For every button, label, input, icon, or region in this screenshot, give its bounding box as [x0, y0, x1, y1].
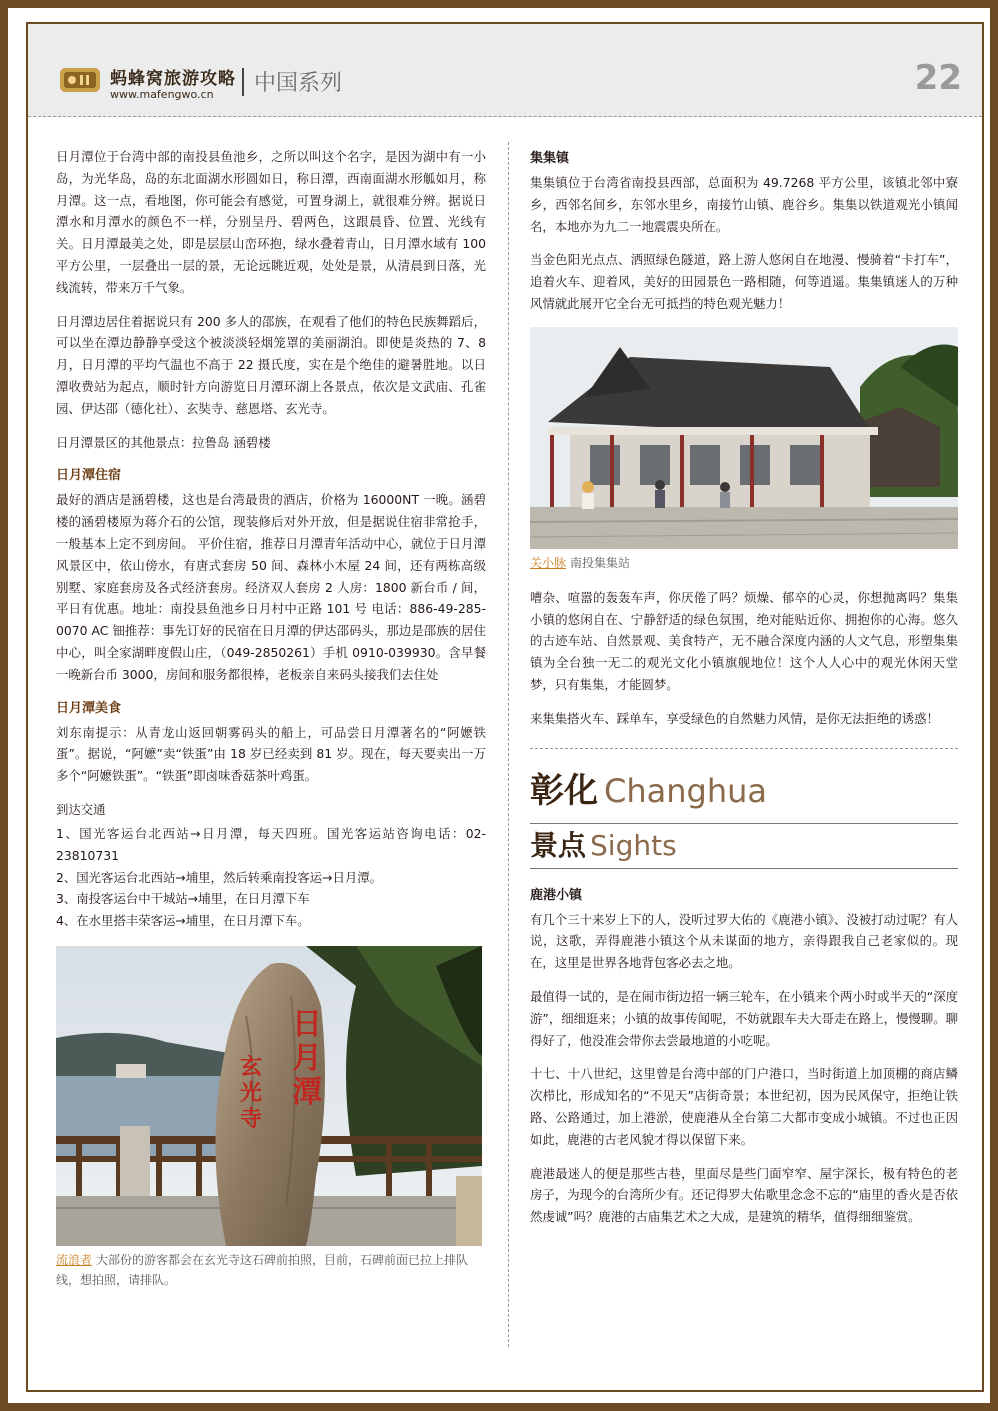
page-header — [28, 24, 982, 117]
column-divider — [508, 142, 509, 1347]
brand-name: 蚂蜂窝旅游攻略 — [110, 69, 236, 89]
paragraph: 最好的酒店是涵碧楼，这也是台湾最贵的酒店，价格为 16000NT 一晚。涵碧楼的涵碧楼原为蒋介石的公馆，现装修后对外开放，但是据说住宿非常抢手，一般基本上定不到房间。 平价住宿，推荐日月潭青年活动中心，就位于日月潭风景区中，依山傍水，有唐式套房 50 间、森林小木屋 24 间，还有两栋高级别墅、家庭套房及各式经济套房。经济双人套房 2 人房：1800 新台币 / 间，平日有优惠。地址：南投县鱼池乡日月村中正路 101 号 电话：886-49-285-0070 AC 钿推荐：事先订好的民宿在日月潭的伊达邵码头，那边是邵族的居住中心，叫全家湖畔度假山庄，（049-2850261）手机 0910-039930。含早餐一晚新台币 3000，房间和服务都很棒，老板亲自来码头接我们去住处 — [56, 492, 486, 682]
transport-item: 2、国光客运台北西站→埔里，然后转乘南投客运→日月潭。 — [56, 869, 383, 885]
photo-author-link[interactable]: 流浪者 — [56, 1252, 93, 1267]
photo-illustration — [56, 946, 482, 1246]
paragraph: 日月潭景区的其他景点：拉鲁岛 涵碧楼 — [56, 434, 271, 450]
stone-monument-photo — [56, 946, 482, 1246]
series-label: 中国系列 — [254, 71, 343, 96]
paragraph: 日月潭位于台湾中部的南投县鱼池乡，之所以叫这个名字，是因为湖中有一小岛，为光华岛，岛的东北面湖水形圆如日，称日潭，西南面湖水形觚如月，称月潭。这一点，看地图，你可能会有感觉，可置身湖上，就很难分辨。据说日潭水和月潭水的颜色不一样，分别呈丹、碧两色，这跟晨昏、位置、光线有关。日月潭最美之处，即是层层山峦环抱，绿水叠着青山，日月潭水域有 100 平方公里，一层叠出一层的景，无论远眺近观，处处是景，从清晨到日落，光线流转，带来万千气象。 — [56, 149, 486, 295]
section-title-en: Changhua — [604, 771, 767, 810]
paragraph: 最值得一试的，是在闹市街边招一辆三轮车，在小镇来个两小时或半天的“深度游”，细细逛来；小镇的故事传闻呢，不妨就跟车夫大哥走在路上，慢慢聊。聊得好了，他没准会带你去尝最地道的小吃呢。 — [530, 988, 958, 1048]
subsection-title-en: Sights — [590, 828, 677, 862]
caption-text: 南投集集站 — [570, 555, 631, 570]
paragraph: 来集集搭火车、踩单车，享受绿色的自然魅力风情，是你无法拒绝的诱惑！ — [530, 710, 939, 726]
brand-url: www.mafengwo.cn — [110, 88, 214, 101]
paragraph: 当金色阳光点点、洒照绿色隧道，路上游人悠闲自在地漫、慢骑着“卡打车”，追着火车、迎着风，美好的田园景色一路相随，何等逍遥。集集镇迷人的万种风情就此展开它全台无可抵挡的特色观光魅力！ — [530, 252, 958, 311]
section-divider — [530, 748, 958, 749]
page-number: 22 — [914, 58, 962, 98]
mafengwo-logo-icon — [58, 62, 102, 96]
food-heading: 日月潭美食 — [56, 700, 122, 716]
subsection-title — [530, 823, 958, 869]
jiji-station-photo — [530, 327, 958, 549]
transport-item: 1、国光客运台北西站→日月潭，每天四班。国光客运站咨询电话：02-23810731 — [56, 825, 486, 863]
caption-text: 大部份的游客都会在玄光寺这石碑前拍照，目前，石碑前面已拉上排队线，想拍照，请排队。 — [56, 1252, 469, 1287]
section-title-cn: 彰化 — [530, 770, 598, 811]
paragraph: 刘东南提示：从青龙山返回朝雾码头的船上，可品尝日月潭著名的“阿嬷铁蛋”。据说，“阿嬷”卖“铁蛋”由 18 岁已经卖到 81 岁。现在，每天要卖出一万多个“阿嬷铁蛋”。“铁蛋”即卤味香菇茶叶鸡蛋。 — [56, 724, 486, 784]
photo-author-link[interactable]: 关小脉 — [530, 555, 567, 570]
lodging-heading: 日月潭住宿 — [56, 468, 122, 484]
paragraph: 日月潭边居住着据说只有 200 多人的邵族，在观看了他们的特色民族舞蹈后，可以坐在潭边静静享受这个被淡淡轻烟笼罩的美丽湖泊。即使是炎热的 7、8 月，日月潭的平均气温也不高于 22 摄氏度，实在是个绝佳的避暑胜地。以日潭收费站为起点，顺时针方向游览日月潭环湖上各景点，依次是文武庙、孔雀园、伊达邵（德化社）、玄奘寺、慈恩塔、玄光寺。 — [56, 313, 486, 416]
lugang-heading: 鹿港小镇 — [530, 887, 583, 903]
transport-item: 4、在水里搭丰荣客运→埔里，在日月潭下车。 — [56, 913, 310, 929]
paragraph: 嘈杂、喧嚣的轰轰车声，你厌倦了吗？烦燥、郁卒的心灵，你想抛离吗？集集小镇的悠闲自在、宁静舒适的绿色氛围，绝对能贴近你、拥抱你的心海。悠久的古迹车站、自然景观、美食特产，无不融合深度内涵的人文气息，形塑集集镇为全台独一无二的观光文化小镇旗舰地位！这个人人心中的观光休闲天堂梦，只有集集，才能圆梦。 — [530, 589, 958, 692]
header-divider — [242, 68, 244, 96]
stone-inscription-main: 日月潭 — [292, 1006, 322, 1110]
photo-illustration — [530, 327, 958, 549]
photo-caption — [56, 1250, 486, 1290]
paragraph: 有几个三十来岁上下的人，没听过罗大佑的《鹿港小镇》、没被打动过呢？有人说，这歌，弄得鹿港小镇这个从未谋面的地方，亲得跟我自己老家似的。现在，这里是世界各地背包客必去之地。 — [530, 911, 958, 971]
subsection-title-cn: 景点 — [530, 828, 587, 862]
transport-item: 3、南投客运台中干城站→埔里，在日月潭下车 — [56, 891, 310, 907]
photo-caption — [530, 553, 958, 573]
section-title — [530, 769, 958, 813]
stone-inscription-sub: 玄光寺 — [240, 1053, 263, 1132]
right-column — [530, 148, 958, 1240]
page — [26, 22, 984, 1392]
page-frame — [8, 8, 990, 1403]
paragraph: 集集镇位于台湾省南投县西部，总面积为 49.7268 平方公里，该镇北邻中寮乡，西邻名间乡，东邻水里乡，南接竹山镇、鹿谷乡。集集以铁道观光小镇闻名，本地亦为九二一地震震央所在。 — [530, 175, 958, 234]
left-column — [56, 146, 486, 1290]
transport-heading: 到达交通 — [56, 801, 106, 817]
paragraph: 鹿港最迷人的便是那些古巷，里面尽是些门面窄窄、屋宇深长，极有特色的老房子，为现今的台湾所少有。还记得罗大佑歌里念念不忘的“庙里的香火是否依然虔诚”吗？鹿港的古庙集艺术之大成，是建筑的精华，值得细细鉴赏。 — [530, 1165, 958, 1225]
jiji-heading: 集集镇 — [530, 151, 570, 166]
paragraph: 十七、十八世纪，这里曾是台湾中部的门户港口，当时街道上加顶棚的商店鳞次栉比，形成知名的“不见天”店街奇景；本世纪初，因为民风保守，拒绝让铁路、公路通过，加上港淤，使鹿港从全台第二大都市变成小城镇。不过也正因如此，鹿港的古老风貌才得以保留下来。 — [530, 1066, 958, 1147]
